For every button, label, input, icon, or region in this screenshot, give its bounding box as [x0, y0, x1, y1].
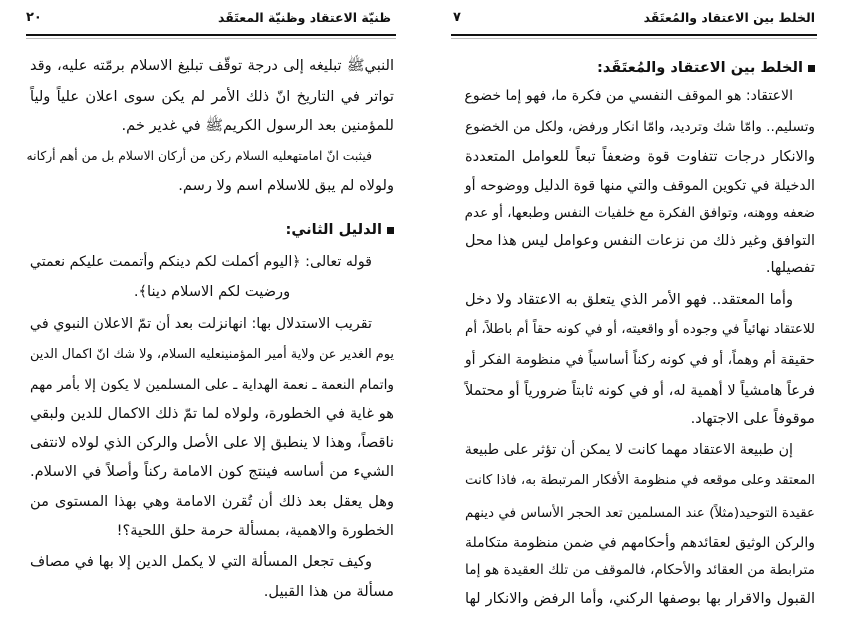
square-bullet-icon: [387, 227, 394, 234]
text-line: الدخيلة في تكوين الموقف والتي منها قوة الدليل ووضوحه أو: [464, 178, 815, 194]
text-line: وهل يعقل بعد ذلك أن تُقرن الامامة وهي بهذا المستوى من: [30, 493, 394, 510]
section-heading-text: الخلط بين الاعتقاد والمُعتَقَد:: [597, 59, 803, 76]
section-heading: [30, 219, 394, 241]
text-line: للاعتقاد نهائياً في وجوده أو واقعيته، أو في كونه حقاً أم باطلاً، أم: [465, 322, 815, 337]
text-line: الشيء من أساسه فينتج كون الامامة ركناً وأصلاً في الاسلام.: [30, 463, 394, 480]
text-line: وكيف تجعل المسألة التي لا يكمل الدين إلا بها في مصاف: [30, 553, 372, 570]
text-line: وتسليم.. وامّا شك وترديد، وامّا انكار ورفض، ولكل من الخضوع: [465, 119, 815, 135]
quran-verse-line: قوله تعالى: ﴿اليوم أكملت لكم دينكم وأتممت عليكم نعمتي: [29, 254, 372, 270]
right-page: [421, 0, 843, 639]
quran-verse-line: ورضيت لكم الاسلام دينا﴾.: [133, 283, 291, 300]
text-line: والركن الوثيق لعقائدهم وأحكامهم في ضمن منظومة متكاملة: [465, 535, 815, 551]
text-line: هو غاية في الخطورة، ولولاه لما تمّ ذلك الاكمال للدين ولبقي: [30, 405, 394, 422]
text-line: تواتر في التاريخ انّ ذلك الأمر لم يكن سوى اعلان علياً ولياً: [30, 88, 394, 105]
running-header-title: الخلط بين الاعتقاد والمُعتَقَد: [643, 10, 815, 25]
text-line: يوم الغدير عن ولاية أمير المؤمنين‎عليه السلام، ولا شك انّ اكمال الدين: [30, 347, 394, 362]
left-page: [0, 0, 421, 639]
text-line: مسألة من هذا القبيل.: [263, 583, 394, 600]
section-heading: [465, 57, 815, 79]
text-line: ناقصاً، وهذا لا ينطبق إلا على الأصل والركن الذي لولاه لانتفى: [30, 434, 394, 451]
section-heading-text: الدليل الثاني:: [285, 221, 382, 238]
text-line: إن طبيعة الاعتقاد مهما كانت لا يمكن أن تؤثر على طبيعة: [464, 442, 793, 458]
text-line: النبيﷺ تبليغه إلى درجة توقّف تبليغ الاسلام برمّته عليه، وقد: [30, 57, 394, 74]
page-number: ٧: [453, 10, 461, 25]
text-line: التوافق وغير ذلك من نزعات النفس وعوامل ليس هذا محل: [465, 233, 815, 249]
square-bullet-icon: [808, 65, 815, 72]
text-line: الاعتقاد: هو الموقف النفسي من فكرة ما، فهو إما خضوع: [464, 88, 793, 104]
text-line: موقوفاً على الاجتهاد.: [690, 410, 815, 427]
running-header-title: ظنيّة الاعتقاد وظنيّة المعتَقَد: [217, 10, 391, 25]
text-line: مترابطة من العقائد والأحكام، فالموقف من تلك العقيدة هو إما: [465, 562, 815, 578]
text-line: ولولاه لم يبق للاسلام اسم ولا رسم.: [178, 177, 394, 194]
text-line: وأما المعتقد.. فهو الأمر الذي يتعلق به الاعتقاد ولا دخل: [465, 291, 793, 308]
text-line: القبول والاقرار بها بوصفها الركني، وأما الرفض والانكار لها: [465, 590, 815, 607]
text-line: الخطورة والاهمية، بمسألة حرمة حلق اللحية؟!: [116, 522, 394, 539]
text-line: تقريب الاستدلال بها: انهانزلت بعد أن تمّ الاعلان النبوي في: [29, 316, 372, 332]
header-rule-thin: [451, 38, 817, 39]
header-rule: [451, 34, 817, 36]
page-number: ٢٠: [26, 10, 42, 25]
text-line: فرعاً هامشياً لا أهمية له، أو في كونه ثابتاً ضرورياً أو محتملاً: [465, 382, 815, 399]
header-rule: [26, 34, 396, 36]
text-line: واتمام النعمة ـ نعمة الهداية ـ على المسلمين لا يكون إلا بأمر مهم: [30, 377, 394, 393]
text-line: حقيقة أم وهماً، أو في كونه ركناً أساسياً في منظومة الفكر أو: [464, 352, 815, 368]
header-rule-thin: [26, 38, 396, 39]
text-line: تفصيلها.: [765, 259, 815, 276]
text-line: المعتقد وعلى موقعه في منظومة الأفكار المرتبطة به، فاذا كانت: [465, 473, 815, 488]
text-line: ضعفه ووهنه، وتوافق الفكرة مع خلفيات النفس وطبعها، أو عدم: [464, 205, 815, 221]
text-line: والانكار درجات تتفاوت قوة وضعفاً تبعاً للعوامل المتعددة: [465, 148, 815, 165]
text-line: للمؤمنين بعد الرسول الكريمﷺ في غدير خم.: [121, 117, 394, 134]
text-line: فيثبت انّ امامته‎عليه السلام ركن من أركان الاسلام بل من أهم أركانه: [26, 149, 372, 163]
text-line: عقيدة التوحيد(مثلاً) عند المسلمين تعد الحجر الأساس في دينهم: [465, 505, 815, 521]
